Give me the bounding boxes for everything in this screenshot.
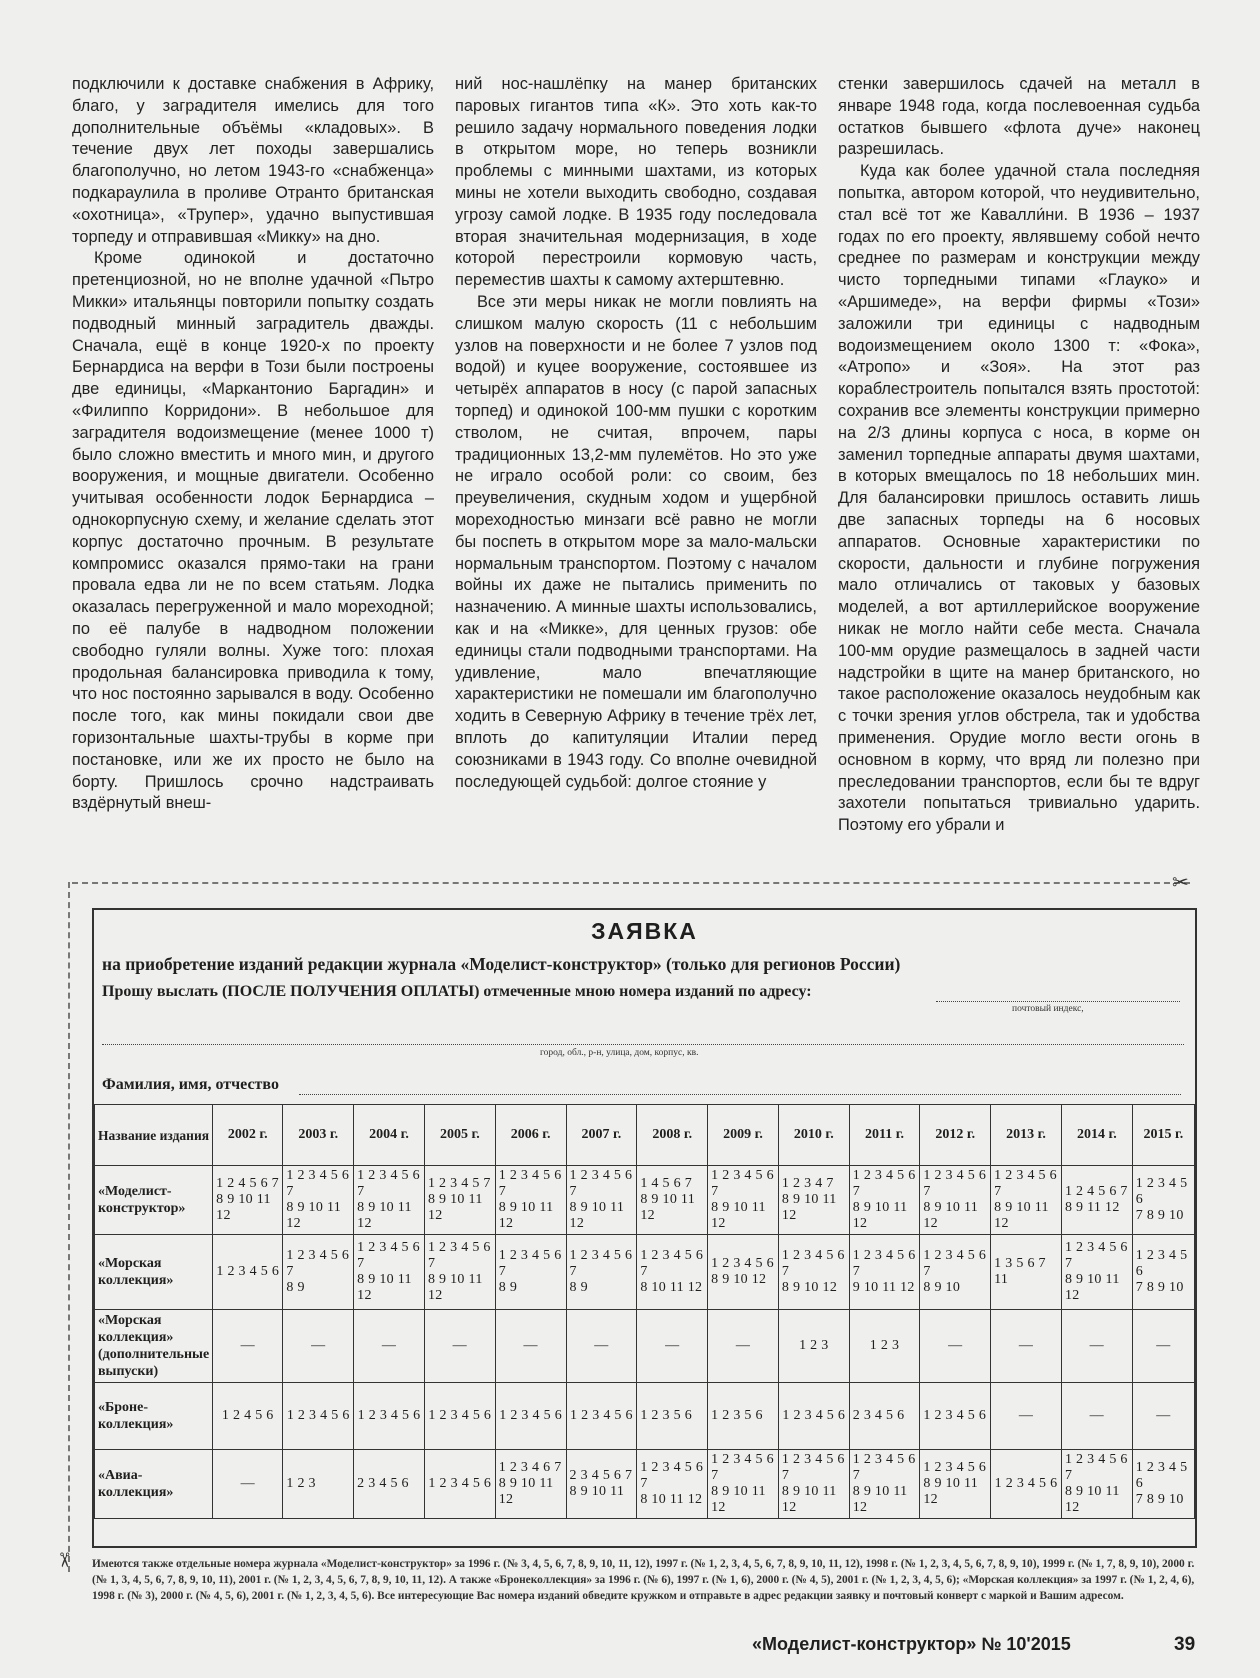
table-cell[interactable]: 1 2 3 4 5 6 bbox=[213, 1235, 283, 1310]
year-header: 2007 г. bbox=[566, 1105, 637, 1166]
article-paragraph: Куда как более удачной стала последняя попытка, автором которой, что неудивительно, стал всё тот же Кавалли́ни. В 1936 – 1937 годах по его проекту, являвшему собой нечто среднее по размерам и конструкции между чисто торпедными типами «Глауко» и «Аршимеде», на верфи фирмы «Този» заложили три единицы с надводным водоизмещением около 1300 т: «Фока», «Атропо» и «Зоя». На этот раз кораблестроитель попытался взять простотой: сохранив все элементы конструкции примерно на 2/3 длины корпуса с носа, в корме он заменил торпедные аппараты двумя шахтами, в которых вмещалось по 18 небольших мин. Для балансировки пришлось оставить лишь две запасных торпеды на 6 носовых аппаратов. Основные характеристики по скорости, дальности и глубине погружения мало отличались от таковых у базовых моделей, а вот артиллерийское вооружение никак не могло найти себе места. Сначала 100-мм орудие размещалось в задней части надстройки в щите на манер британского, но такое расположение оказалось неудобным как с точки зрения углов обстрела, так и удобства применения. Орудие могло вести огонь в основном в корму, что вряд ли полезно при преследовании транспортов, если бы те вдруг захотели попытаться тривиально ударить. Поэтому его убрали и bbox=[838, 162, 1200, 835]
table-cell[interactable]: 1 2 3 4 5 6 7 8 9 10 11 12 bbox=[778, 1450, 849, 1519]
row-name: «Морская коллекция» (дополнительные выпуски) bbox=[95, 1310, 213, 1383]
page-number: 39 bbox=[1174, 1634, 1196, 1655]
article-paragraph: стенки завершилось сдачей на металл в январе 1948 года, когда послевоенная судьба остатков бывшего «флота дуче» наконец разрешилась. bbox=[838, 75, 1200, 159]
table-cell[interactable]: 1 2 3 4 5 6 7 8 9 10 11 12 bbox=[849, 1166, 920, 1235]
table-cell[interactable]: — bbox=[213, 1310, 283, 1383]
table-cell[interactable]: 1 2 3 4 5 6 bbox=[354, 1383, 425, 1450]
year-header: 2013 г. bbox=[991, 1105, 1062, 1166]
article-paragraph: Кроме одинокой и достаточно претенциозной, но не вполне удачной «Пьтро Микки» итальянцы повторили попытку создать подводный минный заградитель дважды. Сначала, ещё в конце 1920-х по проекту Бернардиса на верфи в Този были построены две единицы, «Маркантонио Баргадин» и «Филиппо Корридони». В небольшое для заградителя водоизмещение (менее 1000 т) было сложно вместить и много мин, и другого вооружения, и мощные двигатели. Особенно учитывая особенности лодок Бернардиса – однокорпусную схему, и желание сделать этот корпус достаточно прочным. В результате компромисс оказался прямо-таки на грани провала едва ли не по всем статьям. Лодка оказалась перегруженной и мало мореходной; по её палубе в надводном положении свободно гуляли волны. Хуже того: плохая продольная балансировка приводила к тому, что нос постоянно зарывался в воду. Особенно после того, как мины покидали свои две горизонтальные шахты-трубы в корме при постановке, или же их просто не было на борту. Пришлось срочно надстраивать вздёрнутый внеш- bbox=[72, 249, 434, 813]
year-header: 2015 г. bbox=[1132, 1105, 1194, 1166]
table-cell[interactable]: 1 2 4 5 6 bbox=[213, 1383, 283, 1450]
table-cell[interactable]: 1 2 3 4 5 6 bbox=[283, 1383, 354, 1450]
article-column-2 bbox=[455, 74, 817, 858]
table-cell[interactable]: 1 2 3 4 5 6 7 8 9 10 bbox=[1132, 1450, 1194, 1519]
table-row bbox=[95, 1166, 1195, 1235]
table-cell[interactable]: 1 2 3 4 5 6 bbox=[920, 1383, 991, 1450]
table-cell[interactable]: — bbox=[1061, 1383, 1132, 1450]
table-cell[interactable]: 1 2 3 4 5 6 7 8 9 10 bbox=[1132, 1235, 1194, 1310]
table-cell[interactable]: 2 3 4 5 6 7 8 9 10 11 bbox=[566, 1450, 637, 1519]
table-cell[interactable]: — bbox=[708, 1310, 779, 1383]
table-cell[interactable]: 1 2 3 5 6 bbox=[637, 1383, 708, 1450]
table-cell[interactable]: 1 2 3 4 5 6 8 9 10 12 bbox=[708, 1235, 779, 1310]
table-cell[interactable]: 1 2 3 4 5 6 8 9 10 11 12 bbox=[920, 1450, 991, 1519]
article-columns bbox=[72, 74, 1200, 858]
table-cell[interactable]: — bbox=[637, 1310, 708, 1383]
table-cell[interactable]: 1 2 3 4 5 6 7 8 9 10 11 12 bbox=[1061, 1450, 1132, 1519]
table-cell[interactable]: 1 2 4 5 6 7 8 9 10 11 12 bbox=[213, 1166, 283, 1235]
table-cell[interactable]: 1 2 3 bbox=[283, 1450, 354, 1519]
table-cell[interactable]: 1 2 3 4 5 6 7 8 9 10 11 12 bbox=[495, 1166, 566, 1235]
table-cell[interactable]: — bbox=[991, 1310, 1062, 1383]
table-cell[interactable]: 1 2 3 4 6 7 8 9 10 11 12 bbox=[495, 1450, 566, 1519]
table-cell[interactable]: 1 2 3 4 5 7 8 9 10 11 12 bbox=[424, 1166, 495, 1235]
table-row bbox=[95, 1383, 1195, 1450]
table-cell[interactable]: 1 2 3 4 5 6 7 8 9 10 11 12 bbox=[354, 1166, 425, 1235]
year-header: 2006 г. bbox=[495, 1105, 566, 1166]
city-field[interactable] bbox=[102, 1044, 1184, 1045]
order-form bbox=[92, 908, 1197, 1548]
article-column-1 bbox=[72, 74, 434, 858]
table-cell[interactable]: 1 2 3 4 5 6 7 8 9 bbox=[283, 1235, 354, 1310]
table-cell[interactable]: 1 2 3 4 5 6 7 8 9 10 11 12 bbox=[1061, 1235, 1132, 1310]
year-header: 2011 г. bbox=[849, 1105, 920, 1166]
table-cell[interactable]: — bbox=[283, 1310, 354, 1383]
table-cell[interactable]: 1 2 3 4 5 6 bbox=[991, 1450, 1062, 1519]
table-cell[interactable]: 1 2 3 4 5 6 bbox=[566, 1383, 637, 1450]
magazine-issue: «Моделист-конструктор» № 10'2015 bbox=[752, 1634, 1071, 1654]
year-header: 2003 г. bbox=[283, 1105, 354, 1166]
header-name: Название издания bbox=[95, 1105, 213, 1166]
table-cell[interactable]: 1 2 3 4 5 6 7 8 10 11 12 bbox=[637, 1450, 708, 1519]
year-header: 2014 г. bbox=[1061, 1105, 1132, 1166]
year-header: 2004 г. bbox=[354, 1105, 425, 1166]
table-cell[interactable]: 1 2 3 4 5 6 7 8 9 10 11 12 bbox=[354, 1235, 425, 1310]
table-cell[interactable]: 1 2 3 bbox=[778, 1310, 849, 1383]
city-hint: город, обл., р-н, улица, дом, корпус, кв. bbox=[540, 1048, 699, 1058]
form-note: Имеются также отдельные номера журнала «Моделист-конструктор» за 1996 г. (№ 3, 4, 5, 6, 7, 8, 9, 10, 11, 12), 1997 г. (№ 1, 2, 3, 4, 5, 6, 7, 8, 9, 10, 11, 12), 1998 г. (№ 1, 2, 3, 4, 5, 6, 7, 8, 9, 10), 1999 г. (№ 1, 7, 8, 9, 10), 2000 г. (№ 1, 3, 4, 5, 6, 7, 8, 9, 10, 11), 2001 г. (№ 1, 2, 3, 4, 5, 6, 7, 8, 9, 10, 11, 12). А также «Бронеколлекция» за 1996 г. (№ 6), 1997 г. (№ 1, 6), 2000 г. (№ 4, 5), 2001 г. (№ 1, 2, 3, 4, 5, 6); «Морская коллекция» за 1997 г. (№ 1, 2, 4, 6), 1998 г. (№ 3), 2000 г. (№ 4, 5, 6), 2001 г. (№ 1, 2, 3, 4, 5, 6). Все интересующие Вас номера изданий обведите кружком и отправьте в адрес редакции заявку и почтовый конверт с маркой и Вашим адресом. bbox=[92, 1558, 1195, 1602]
row-name: «Авиа-коллекция» bbox=[95, 1450, 213, 1519]
table-cell[interactable]: 1 2 3 4 5 6 7 9 10 11 12 bbox=[849, 1235, 920, 1310]
form-title: ЗАЯВКА bbox=[591, 918, 698, 944]
scissors-icon: ✂ bbox=[1172, 870, 1189, 894]
table-cell[interactable]: — bbox=[920, 1310, 991, 1383]
table-cell[interactable]: — bbox=[1132, 1383, 1194, 1450]
table-header-row bbox=[95, 1105, 1195, 1166]
table-cell[interactable]: 1 2 3 4 5 6 7 8 9 10 11 12 bbox=[708, 1450, 779, 1519]
article-paragraph: подключили к доставке снабжения в Африку, благо, у заградителя имелись для того дополнительные объёмы «кладовых». В течение двух лет походы завершались благополучно, но летом 1943-го «снабженца» подкараулила в проливе Отранто британская «охотница», «Трупер», удачно выпустившая торпеду и отправившая «Микку» на дно. bbox=[72, 75, 434, 246]
table-cell[interactable]: 1 2 3 4 5 6 7 8 9 10 bbox=[920, 1235, 991, 1310]
table-cell[interactable]: 1 2 3 4 7 8 9 10 11 12 bbox=[778, 1166, 849, 1235]
article-paragraph: ний нос-нашлёпку на манер британских паровых гигантов типа «К». Это хоть как-то решило задачу нормального поведения лодки в открытом море, но теперь возникли проблемы с минными шахтами, из которых мины не хотели выходить свободно, создавая угрозу самой лодке. В 1935 году последовала вторая значительная модернизация, в ходе которой перестроили кормовую часть, переместив шахты к самому ахтерштевню. bbox=[455, 75, 817, 290]
table-row bbox=[95, 1235, 1195, 1310]
table-cell[interactable]: — bbox=[1132, 1310, 1194, 1383]
article-column-3 bbox=[838, 74, 1200, 858]
table-cell[interactable]: 2 3 4 5 6 bbox=[354, 1450, 425, 1519]
year-header: 2005 г. bbox=[424, 1105, 495, 1166]
table-cell[interactable]: 1 3 5 6 7 11 bbox=[991, 1235, 1062, 1310]
address-field[interactable] bbox=[936, 1001, 1180, 1002]
table-cell[interactable]: — bbox=[566, 1310, 637, 1383]
table-cell[interactable]: 1 4 5 6 7 8 9 10 11 12 bbox=[637, 1166, 708, 1235]
table-cell[interactable]: 1 2 3 5 6 bbox=[708, 1383, 779, 1450]
table-cell[interactable]: 1 2 3 4 5 6 7 8 9 10 11 12 bbox=[283, 1166, 354, 1235]
fio-label: Фамилия, имя, отчество bbox=[102, 1076, 279, 1093]
table-cell[interactable]: 1 2 3 4 5 6 7 8 9 10 11 12 bbox=[566, 1166, 637, 1235]
table-cell[interactable]: 1 2 3 4 5 6 7 8 9 10 11 12 bbox=[849, 1450, 920, 1519]
cut-line-horizontal bbox=[72, 882, 1190, 884]
table-cell[interactable]: 1 2 3 4 5 6 bbox=[424, 1450, 495, 1519]
table-cell[interactable]: — bbox=[495, 1310, 566, 1383]
year-header: 2008 г. bbox=[637, 1105, 708, 1166]
table-cell[interactable]: — bbox=[1061, 1310, 1132, 1383]
table-row bbox=[95, 1450, 1195, 1519]
scissors-icon: ✂ bbox=[52, 1551, 77, 1569]
cut-line-vertical bbox=[68, 882, 70, 1572]
table-row bbox=[95, 1310, 1195, 1383]
table-cell[interactable]: — bbox=[213, 1450, 283, 1519]
row-name: «Броне-коллекция» bbox=[95, 1383, 213, 1450]
table-cell[interactable]: 1 2 3 4 5 6 7 8 9 10 11 12 bbox=[708, 1166, 779, 1235]
fio-field[interactable] bbox=[299, 1094, 1181, 1095]
table-cell[interactable]: 1 2 3 4 5 6 7 8 9 bbox=[566, 1235, 637, 1310]
year-header: 2012 г. bbox=[920, 1105, 991, 1166]
table-cell[interactable]: 1 2 3 4 5 6 7 8 9 bbox=[495, 1235, 566, 1310]
year-header: 2009 г. bbox=[708, 1105, 779, 1166]
issues-table bbox=[94, 1104, 1195, 1519]
table-cell[interactable]: — bbox=[991, 1383, 1062, 1450]
table-cell[interactable]: 1 2 3 bbox=[849, 1310, 920, 1383]
table-cell[interactable]: — bbox=[424, 1310, 495, 1383]
table-cell[interactable]: 1 2 3 4 5 6 7 8 10 11 12 bbox=[637, 1235, 708, 1310]
page-footer bbox=[0, 1634, 1260, 1660]
row-name: «Морская коллекция» bbox=[95, 1235, 213, 1310]
table-cell[interactable]: 1 2 3 4 5 6 bbox=[495, 1383, 566, 1450]
table-cell[interactable]: 1 2 3 4 5 6 bbox=[424, 1383, 495, 1450]
form-request-label: Прошу выслать (ПОСЛЕ ПОЛУЧЕНИЯ ОПЛАТЫ) отмеченные мною номера изданий по адресу: bbox=[102, 983, 812, 1000]
postal-hint: почтовый индекс, bbox=[1012, 1004, 1084, 1014]
row-name: «Моделист-конструктор» bbox=[95, 1166, 213, 1235]
year-header: 2002 г. bbox=[213, 1105, 283, 1166]
article-paragraph: Все эти меры никак не могли повлиять на слишком малую скорость (11 с небольшим узлов на поверхности и не более 7 узлов под водой) и куцее вооружение, состоявшее из четырёх аппаратов в носу (с парой запасных торпед) и одинокой 100-мм пушки с коротким стволом, не считая, впрочем, пары традиционных 13,2-мм пулемётов. Но это уже не играло особой роли: со своим, без преувеличения, скудным ходом и ущербной мореходностью минзаги всё равно не могли бы поспеть в открытом море за мало-мальски нормальным транспортом. Поэтому с началом войны их даже не пытались применить по назначению. А минные шахты использовались, как и на «Микке», для ценных грузов: обе единицы стали подводными транспортами. На удивление, мало впечатляющие характеристики не помешали им благополучно ходить в Северную Африку в течение трёх лет, вплоть до капитуляции Италии перед союзниками в 1943 году. Со вполне очевидной последующей судьбой: долгое стояние у bbox=[455, 292, 817, 791]
table-cell[interactable]: 1 2 3 4 5 6 7 8 9 10 11 12 bbox=[991, 1166, 1062, 1235]
table-cell[interactable]: 1 2 3 4 5 6 bbox=[778, 1383, 849, 1450]
form-subtitle: на приобретение изданий редакции журнала «Моделист-конструктор» (только для регионов России) bbox=[102, 954, 901, 974]
table-cell[interactable]: 1 2 3 4 5 6 7 8 9 10 11 12 bbox=[920, 1166, 991, 1235]
table-cell[interactable]: 1 2 3 4 5 6 7 8 9 10 12 bbox=[778, 1235, 849, 1310]
table-cell[interactable]: — bbox=[354, 1310, 425, 1383]
table-cell[interactable]: 1 2 3 4 5 6 7 8 9 10 bbox=[1132, 1166, 1194, 1235]
table-cell[interactable]: 2 3 4 5 6 bbox=[849, 1383, 920, 1450]
year-header: 2010 г. bbox=[778, 1105, 849, 1166]
table-cell[interactable]: 1 2 3 4 5 6 7 8 9 10 11 12 bbox=[424, 1235, 495, 1310]
table-cell[interactable]: 1 2 4 5 6 7 8 9 11 12 bbox=[1061, 1166, 1132, 1235]
